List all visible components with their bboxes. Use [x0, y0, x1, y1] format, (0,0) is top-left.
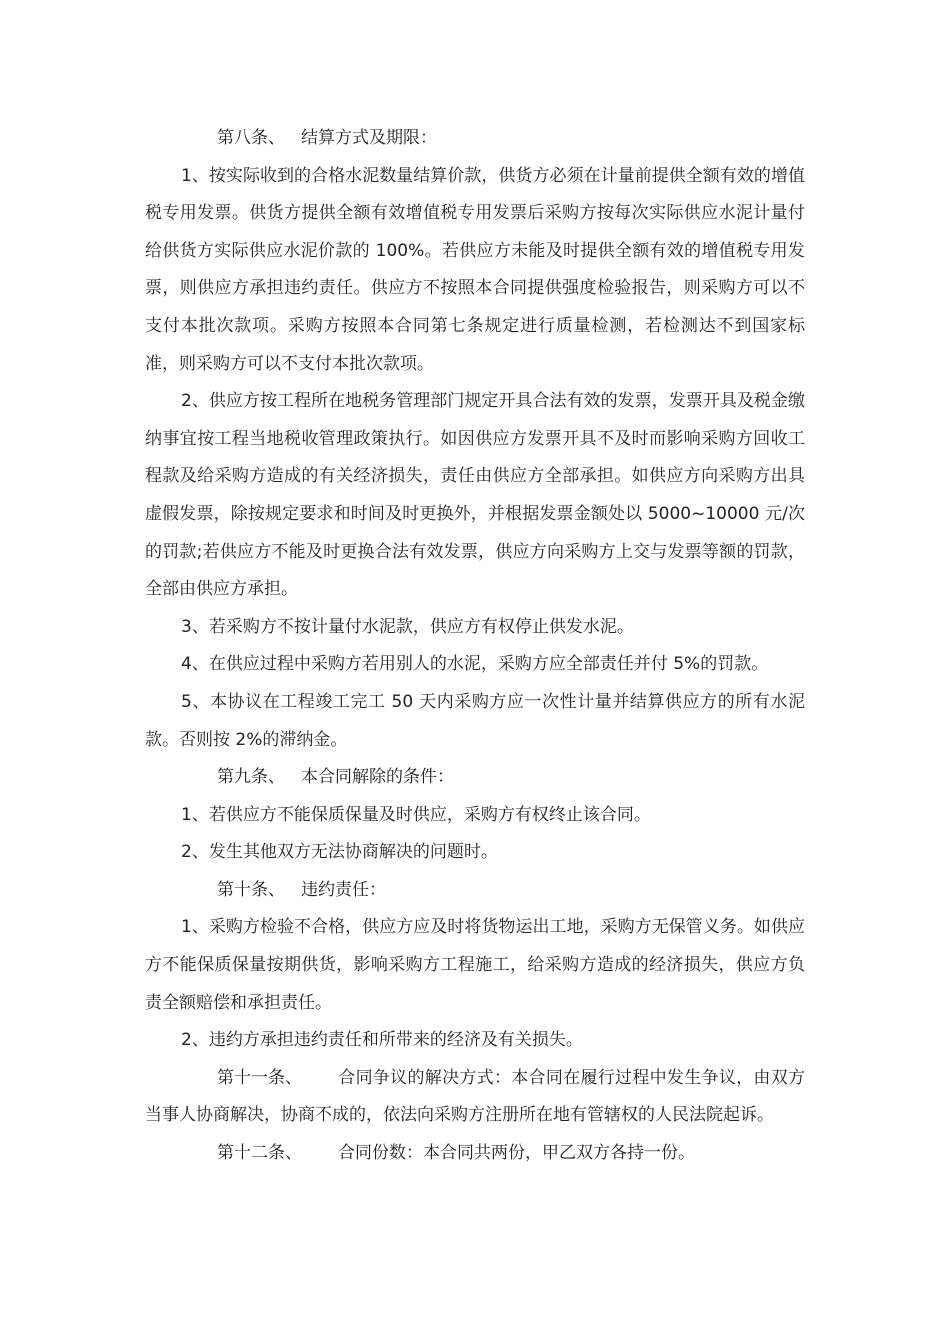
article-10-title: 第十条、 [217, 879, 285, 900]
article-11-paragraph [145, 1060, 805, 1135]
article-8-heading [145, 120, 805, 158]
article-8-item-2: 2、供应方按工程所在地税务管理部门规定开具合法有效的发票，发票开具及税金缴纳事宜按工程当地税收管理政策执行。如因供应方发票开具不及时而影响采购方回收工程款及给采购方造成的有关经济损失，责任由供应方全部承担。如供应方向采购方出具虚假发票，除按规定要求和时间及时更换外，并根据发票金额处以 5000~10000 元/次的罚款;若供应方不能及时更换合法有效发票，供应方向采购方上交与发票等额的罚款，全部由供应方承担。 [145, 391, 805, 600]
article-10-heading [145, 872, 805, 910]
article-8-item-3: 3、若采购方不按计量付水泥款，供应方有权停止供发水泥。 [181, 616, 634, 637]
article-9-item-1: 1、若供应方不能保质保量及时供应，采购方有权终止该合同。 [181, 804, 651, 825]
article-8-title: 第八条、 [217, 128, 285, 148]
article-11-text: 合同争议的解决方式：本合同在履行过程中发生争议，由双方当事人协商解决，协商不成的，依法向采购方注册所在地有管辖权的人民法院起诉。 [145, 1067, 805, 1126]
article-9-heading [145, 759, 805, 797]
article-12-title: 第十二条、 [217, 1143, 302, 1164]
article-10-item-1: 1、采购方检验不合格，供应方应及时将货物运出工地，采购方无保管义务。如供应方不能保质保量按期供货，影响采购方工程施工，给采购方造成的经济损失，供应方负责全额赔偿和承担责任。 [145, 917, 805, 1013]
article-10-item-2: 2、违约方承担违约责任和所带来的经济及有关损失。 [181, 1030, 583, 1051]
document-content [145, 120, 805, 1173]
article-8-item-4: 4、在供应过程中采购方若用别人的水泥，采购方应全部责任并付 5%的罚款。 [181, 654, 769, 675]
article-12-paragraph [145, 1135, 805, 1173]
article-8-item-5: 5、本协议在工程竣工完工 50 天内采购方应一次性计量并结算供应方的所有水泥款。否则按 2%的滞纳金。 [145, 691, 805, 750]
article-9-title: 第九条、 [217, 767, 285, 788]
article-11-title: 第十一条、 [217, 1067, 302, 1088]
article-8-subject: 结算方式及期限： [301, 128, 437, 148]
article-9-subject: 本合同解除的条件： [301, 767, 454, 788]
article-9-item-2: 2、发生其他双方无法协商解决的问题时。 [181, 842, 498, 863]
article-12-text: 合同份数：本合同共两份，甲乙双方各持一份。 [338, 1143, 695, 1164]
article-8-item-1: 1、按实际收到的合格水泥数量结算价款，供货方必须在计量前提供全额有效的增值税专用发票。供货方提供全额有效增值税专用发票后采购方按每次实际供应水泥计量付给供货方实际供应水泥价款的 100%。若供应方未能及时提供全额有效的增值税专用发票，则供应方承担违约责任。供应方不按照本合同提供强度检验报告，则采购方可以不支付本批次款项。采购方按照本合同第七条规定进行质量检测，若检测达不到国家标准，则采购方可以不支付本批次款项。 [145, 165, 805, 374]
article-10-subject: 违约责任： [301, 879, 386, 900]
